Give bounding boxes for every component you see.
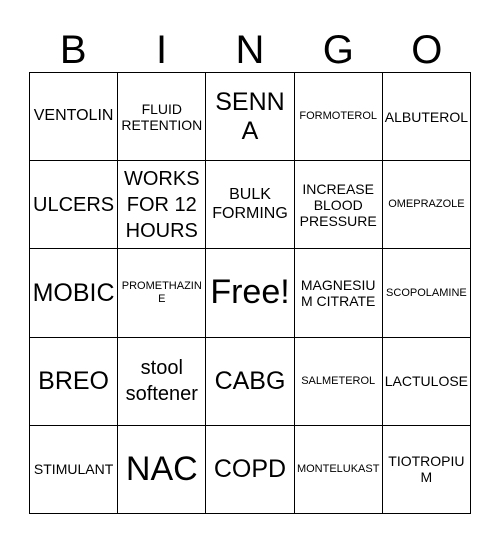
header-letter-n: N [235, 28, 265, 72]
bingo-cell[interactable]: ALBUTEROL [383, 73, 471, 161]
bingo-cell[interactable]: STIMULANT [30, 426, 118, 514]
bingo-board [29, 72, 471, 514]
bingo-cell[interactable]: FORMOTEROL [295, 73, 383, 161]
header-letter-g: G [322, 28, 354, 72]
bingo-cell[interactable]: ULCERS [30, 161, 118, 249]
bingo-cell[interactable]: LACTULOSE [383, 338, 471, 426]
bingo-cell[interactable]: BULK FORMING [206, 161, 294, 249]
bingo-cell[interactable]: SALMETEROL [295, 338, 383, 426]
bingo-cell[interactable]: stool softener [118, 338, 206, 426]
bingo-cell[interactable]: SCOPOLAMINE [383, 249, 471, 337]
free-space-cell[interactable]: Free! [206, 249, 294, 337]
header-letter-o: O [411, 28, 443, 72]
bingo-cell[interactable]: CABG [206, 338, 294, 426]
bingo-cell[interactable]: TIOTROPIUM [383, 426, 471, 514]
bingo-cell[interactable]: COPD [206, 426, 294, 514]
bingo-cell[interactable]: MAGNESIUM CITRATE [295, 249, 383, 337]
bingo-cell[interactable]: BREO [30, 338, 118, 426]
bingo-cell[interactable]: FLUID RETENTION [118, 73, 206, 161]
header-letter-b: B [59, 28, 87, 72]
bingo-cell[interactable]: SENNA [206, 73, 294, 161]
bingo-cell[interactable]: INCREASE BLOOD PRESSURE [295, 161, 383, 249]
bingo-cell[interactable]: WORKS FOR 12 HOURS [118, 161, 206, 249]
bingo-cell[interactable]: VENTOLIN [30, 73, 118, 161]
bingo-header [29, 26, 471, 74]
bingo-cell[interactable]: OMEPRAZOLE [383, 161, 471, 249]
bingo-cell[interactable]: MONTELUKAST [295, 426, 383, 514]
bingo-cell[interactable]: NAC [118, 426, 206, 514]
bingo-cell[interactable]: PROMETHAZINE [118, 249, 206, 337]
bingo-cell[interactable]: MOBIC [30, 249, 118, 337]
header-letter-i: I [156, 28, 168, 72]
